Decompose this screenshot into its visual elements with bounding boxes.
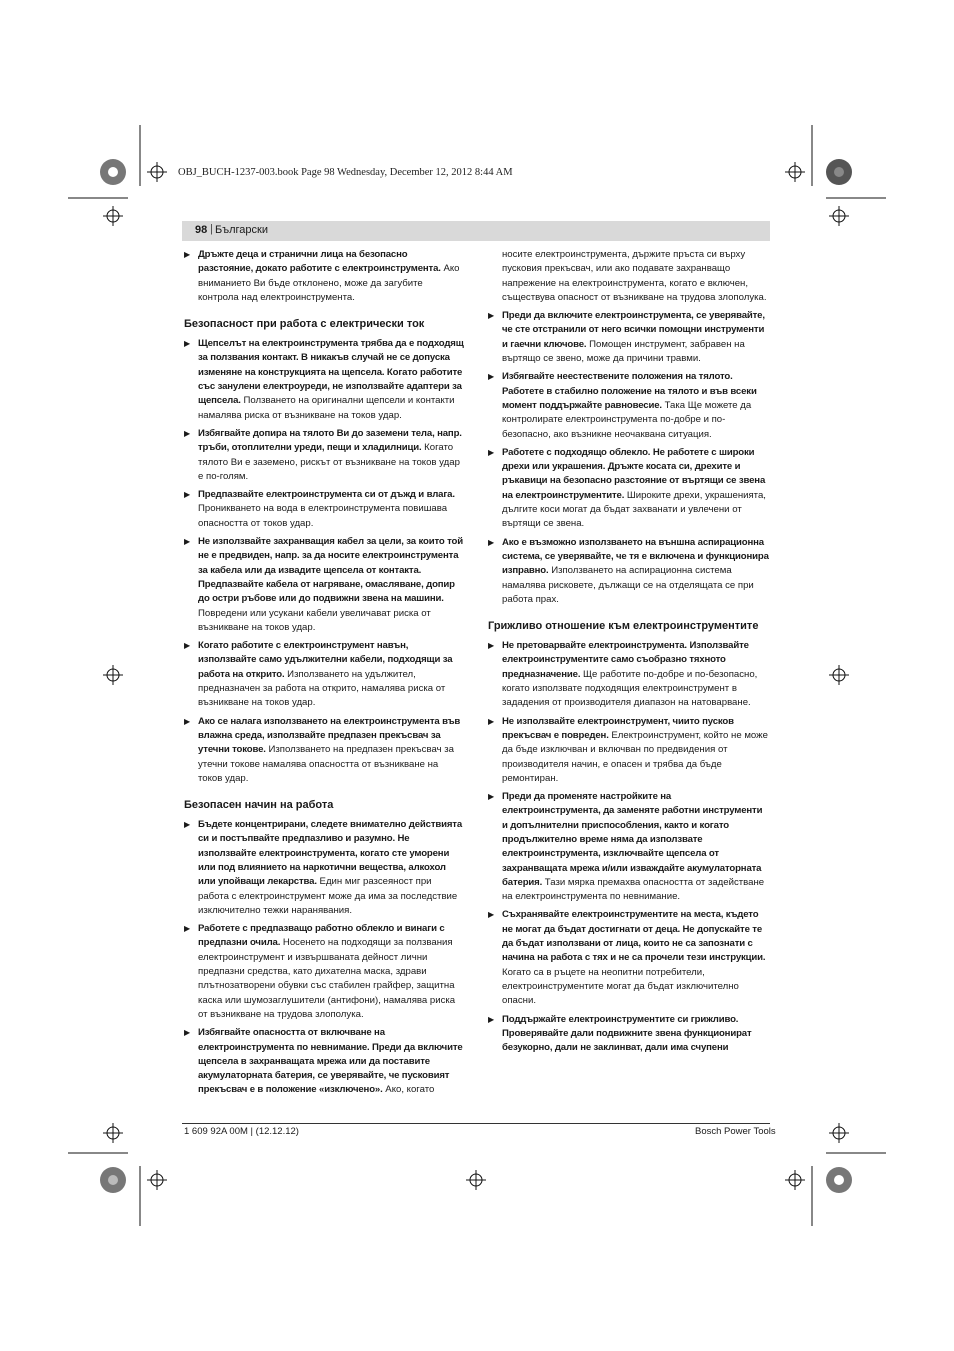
list-item: [488, 536, 769, 607]
list-item: [184, 427, 465, 484]
bullet-triangle-icon: ▶: [184, 537, 191, 547]
list-item: [488, 715, 769, 786]
list-item: [184, 922, 465, 1022]
item-bold: Избягвайте опасността от включване на електроинструмента по невнимание. Преди да включите щепсела в захранващата мрежа или да поставите акумулаторната батерия, се уверявайте, че пусковият прекъсвач е в положение «изключено».: [198, 1027, 463, 1096]
item-text: Помощен инструмент, забравен на въртящо се звено, може да причини травми.: [502, 338, 745, 365]
item-text: Използването на аспирационна система намалява рисковете, дължащи се на отделящата се при работа прах.: [502, 565, 754, 605]
item-text: Ползването на оригинални щепсели и контакти намалява риска от възникване на токов удар.: [198, 395, 455, 421]
item-text: Електроинструмент, който не може да бъде изключван и включван по предвидения от производителя начин, е опасен и трябва да бъде ремонтиран.: [502, 729, 768, 784]
item-text: Когато са в ръцете на неопитни потребители, електроинструментите могат да бъдат изключително опасни.: [502, 966, 739, 1007]
item-bold: Работете с предпазващо работно облекло и винаги с предпазни очила.: [198, 923, 445, 949]
bullet-triangle-icon: ▶: [184, 428, 191, 438]
item-bold: Щепселът на електроинструмента трябва да е подходящ за ползвания контакт. В никакъв случай не се допуска изменяне на конструкцията на щепсела. Когато работите със занулени електроуреди, не използвайте адаптери за щепсела.: [198, 338, 464, 407]
item-bold: Предпазвайте електроинструмента си от дъжд и влага.: [198, 489, 455, 501]
item-bold: Преди да променяте настройките на електроинструмента, да заменяте работни инструменти и допълнителни приспособления, както и когато продължително време няма да използвате електроинструмента, изключвайте щепсела от захранващата мрежа и/или изваждайте акумулаторната батерия.: [502, 791, 763, 888]
item-bold: Преди да включите електроинструмента, се уверявайте, че сте отстранили от него всички помощни инструменти и гаечни ключове.: [502, 310, 765, 350]
bullet-triangle-icon: ▶: [488, 716, 495, 726]
item-bold: Избягвайте допира на тялото Ви до заземени тела, напр. тръби, отоплителни уреди, пещи и хладилници.: [198, 427, 462, 454]
bullet-triangle-icon: ▶: [184, 250, 191, 259]
list-item: [488, 1013, 769, 1056]
footer-brand: Bosch Power Tools: [695, 1126, 776, 1137]
section-heading: Безопасен начин на работа: [184, 799, 334, 812]
list-item: [184, 248, 465, 305]
list-item: [488, 446, 769, 532]
list-item: [184, 1026, 465, 1097]
item-text: Тази мярка премахва опасността от задействане на електроинструмента по невнимание.: [502, 876, 765, 903]
page-header: [182, 221, 770, 241]
language-label: Български: [215, 224, 268, 236]
list-item: [184, 535, 465, 635]
print-slug: OBJ_BUCH-1237-003.book Page 98 Wednesday, December 12, 2012 8:44 AM: [178, 167, 513, 178]
item-text: Широките дрехи, украшенията, дългите коси могат да бъдат захванати и увлечени от въртящи се звена.: [502, 489, 766, 530]
item-bold: Бъдете концентрирани, следете внимателно действията си и постъпвайте предпазливо и разумно. Не използвайте електроинструмента, когато сте уморени или под влиянието на наркотични вещества, алкохол или упойващи лекарства.: [198, 819, 463, 888]
item-bold: Избягвайте неестествените положения на тялото. Работете в стабилно положение на тялото и във всеки момент поддържайте равновесие.: [502, 371, 757, 411]
list-item: [488, 309, 769, 366]
item-bold: Работете с подходящо облекло. Не работете с широки дрехи или украшения. Дръжте косата си, дрехите и ръкавици на безопасно разстояние от въртящи се звена на електроинструментите.: [502, 446, 766, 501]
item-text: Ако, когато: [382, 1084, 435, 1096]
page-number: 98: [195, 224, 208, 236]
item-bold: Съхранявайте електроинструментите на места, където не могат да бъдат достигнати от деца. Не допускайте те да бъдат използвани от лица, които не са запознати с начина на работа с тях и не са прочели тези инструкции.: [502, 909, 766, 964]
bullet-triangle-icon: ▶: [184, 490, 191, 500]
list-item: [488, 790, 769, 904]
section-heading: Безопасност при работа с електрически ток: [184, 318, 425, 331]
bullet-triangle-icon: ▶: [488, 447, 495, 457]
item-bold: Дръжте деца и странични лица на безопасно разстояние, докато работите с електроинструмента.: [198, 249, 441, 275]
item-text: Използването на удължител, предназначен за работа на открито, намалява риска от възникване на токов удар.: [198, 668, 446, 709]
bullet-triangle-icon: ▶: [184, 820, 191, 830]
item-bold: Не претоварвайте електроинструмента. Използвайте електроинструментите само съобразно тяхното предназначение.: [502, 640, 749, 680]
bullet-triangle-icon: ▶: [488, 641, 495, 651]
item-bold: Не използвайте електроинструмент, чиито пусков прекъсвач е повреден.: [502, 715, 734, 741]
footer-rule: [182, 1123, 770, 1124]
item-bold: Не използвайте захранващия кабел за цели, за които той не е предвиден, напр. за да носите електроинструмента за кабела или да извадите щепсела от контакта. Предпазвайте кабела от нагряване, омасляване, допир до остри ръбове или до подвижни звена на машини.: [198, 536, 464, 605]
bullet-triangle-icon: ▶: [488, 1014, 495, 1024]
item-text: Един миг разсеяност при работа с електроинструмент може да има за последствие изключително тежки наранявания.: [198, 876, 458, 916]
list-item: [184, 715, 465, 786]
bullet-triangle-icon: ▶: [488, 537, 495, 547]
bullet-triangle-icon: ▶: [488, 372, 495, 382]
header-separator: |: [210, 223, 213, 235]
bullet-triangle-icon: ▶: [184, 641, 191, 651]
bullet-triangle-icon: ▶: [488, 311, 495, 321]
item-bold: Ако е възможно използването на външна аспирационна система, се уверявайте, че тя е включена и функционира изправно.: [502, 536, 769, 577]
bullet-triangle-icon: ▶: [184, 924, 191, 934]
bullet-triangle-icon: ▶: [184, 339, 191, 349]
item-text: Ще работите по-добре и по-безопасно, когато използвате подходящия електроинструмент в зададения от производителя диапазон на натоварване.: [502, 668, 758, 709]
right-column: [488, 248, 769, 1059]
item-bold: Поддържайте електроинструментите си грижливо. Проверявайте дали подвижните звена функционират безукорно, дали не заклинват, дали има счупени: [502, 1013, 752, 1054]
list-item: [488, 908, 769, 1008]
continuation-text: носите електроинструмента, държите пръста си върху пусковия прекъсвач, или ако подавате захранващо напрежение на електроинструмента, когато е включен, съществува опасност от възникване на трудова злополука.: [502, 249, 767, 303]
item-text: Когато тялото Ви е заземено, рискът от възникване на токов удар е по-голям.: [198, 442, 460, 482]
list-item: [488, 639, 769, 710]
bullet-triangle-icon: ▶: [184, 716, 191, 726]
bullet-triangle-icon: ▶: [184, 1028, 191, 1038]
item-text: Носенето на подходящи за ползвания електроинструмент и извършваната дейност лични предпазни средства, като дихателна маска, здрави плътнозатворени обувки със стабилен грайфер, защитна каска или шумозаглушители (антифони), намалява риска от възникване на трудова злополука.: [198, 937, 456, 1020]
left-column: [184, 248, 465, 1102]
list-item: [488, 370, 769, 441]
bullet-triangle-icon: ▶: [488, 910, 495, 920]
footer-doc-code: 1 609 92A 00M | (12.12.12): [184, 1126, 299, 1137]
list-item: [184, 818, 465, 918]
item-bold: Ако се налага използването на електроинструмента във влажна среда, използвайте предпазен прекъсвач за утечни токове.: [198, 715, 461, 756]
list-item: [184, 488, 465, 531]
list-item: [184, 639, 465, 710]
bullet-triangle-icon: ▶: [488, 792, 495, 802]
item-text: Ако вниманието Ви бъде отклонено, може да загубите контрола над електроинструмента.: [198, 263, 460, 303]
item-bold: Когато работите с електроинструмент навън, използвайте само удължителни кабели, подходящи за работа на открито.: [198, 640, 453, 680]
item-text: Използването на предпазен прекъсвач за утечни токове намалява опасността от възникване на токов удар.: [198, 744, 454, 784]
item-text: Така Ще можете да контролирате електроинструмента по-добре и по-безопасно, ако възникне неочаквана ситуация.: [502, 399, 752, 440]
section-heading: Грижливо отношение към електроинструментите: [488, 620, 759, 633]
item-text: Проникването на вода в електроинструмента повишава опасността от токов удар.: [198, 503, 448, 529]
list-item: [184, 337, 465, 423]
item-text: Повредени или усукани кабели увеличават риска от възникване на токов удар.: [198, 607, 431, 633]
